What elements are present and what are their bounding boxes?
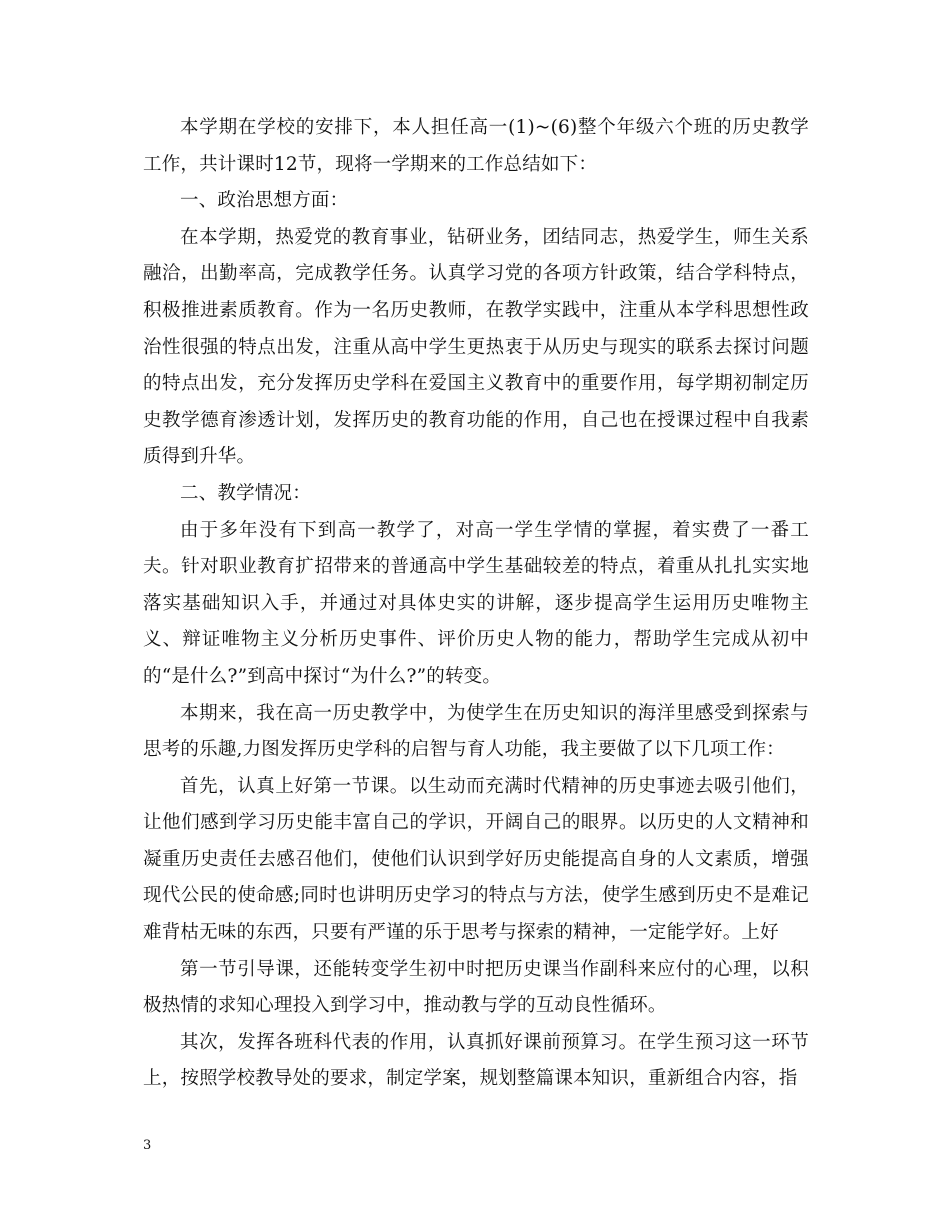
politics-paragraph: 在本学期，热爱党的教育事业，钻研业务，团结同志，热爱学生，师生关系融洽，出勤率高，完成教学任务。认真学习党的各项方针政策，结合学科特点，积极推进素质教育。作为一名历史教师，在教学实践中，注重从本学科思想性政治性很强的特点出发，注重从高中学生更热衷于从历史与现实的联系去探讨问题的特点出发，充分发挥历史学科在爱国主义教育中的重要作用，每学期初制定历史教学德育渗透计划，发挥历史的教育功能的作用，自己也在授课过程中自我素质得到升华。 [143, 226, 809, 468]
teaching-paragraph-1: 由于多年没有下到高一教学了，对高一学生学情的掌握，着实费了一番工夫。针对职业教育扩招带来的普通高中学生基础较差的特点，着重从扎扎实实地落实基础知识入手，并通过对具体史实的讲解，逐步提高学生运用历史唯物主义、辩证唯物主义分析历史事件、评价历史人物的能力，帮助学生完成从初中的“是什么?”到高中探讨“为什么?”的转变。 [143, 519, 809, 687]
section-heading-teaching: 二、教学情况： [180, 482, 311, 504]
page-number: 3 [143, 1138, 152, 1153]
teaching-paragraph-4: 第一节引导课，还能转变学生初中时把历史课当作副科来应付的心理，以积极热情的求知心理投入到学习中，推动教与学的互动良性循环。 [143, 958, 809, 1017]
teaching-paragraph-3: 首先，认真上好第一节课。以生动而充满时代精神的历史事迹去吸引他们，让他们感到学习历史能丰富自己的学识，开阔自己的眼界。以历史的人文精神和凝重历史责任去感召他们，使他们认识到学好历史能提高自身的人文素质，增强现代公民的使命感;同时也讲明历史学习的特点与方法，使学生感到历史不是难记难背枯无味的东西，只要有严谨的乐于思考与探索的精神，一定能学好。上好 [143, 775, 809, 944]
intro-paragraph: 本学期在学校的安排下，本人担任高一(1)~(6)整个年级六个班的历史教学工作，共计课时12节，现将一学期来的工作总结如下： [143, 117, 809, 175]
teaching-paragraph-2: 本期来，我在高一历史教学中，为使学生在历史知识的海洋里感受到探索与思考的乐趣,力图发挥历史学科的启智与育人功能，我主要做了以下几项工作： [143, 702, 809, 761]
section-heading-politics: 一、政治思想方面： [180, 190, 349, 212]
teaching-paragraph-5: 其次，发挥各班科代表的作用，认真抓好课前预算习。在学生预习这一环节上，按照学校教导处的要求，制定学案，规划整篇课本知识，重新组合内容，指 [143, 1031, 809, 1090]
document-body [143, 110, 809, 1098]
